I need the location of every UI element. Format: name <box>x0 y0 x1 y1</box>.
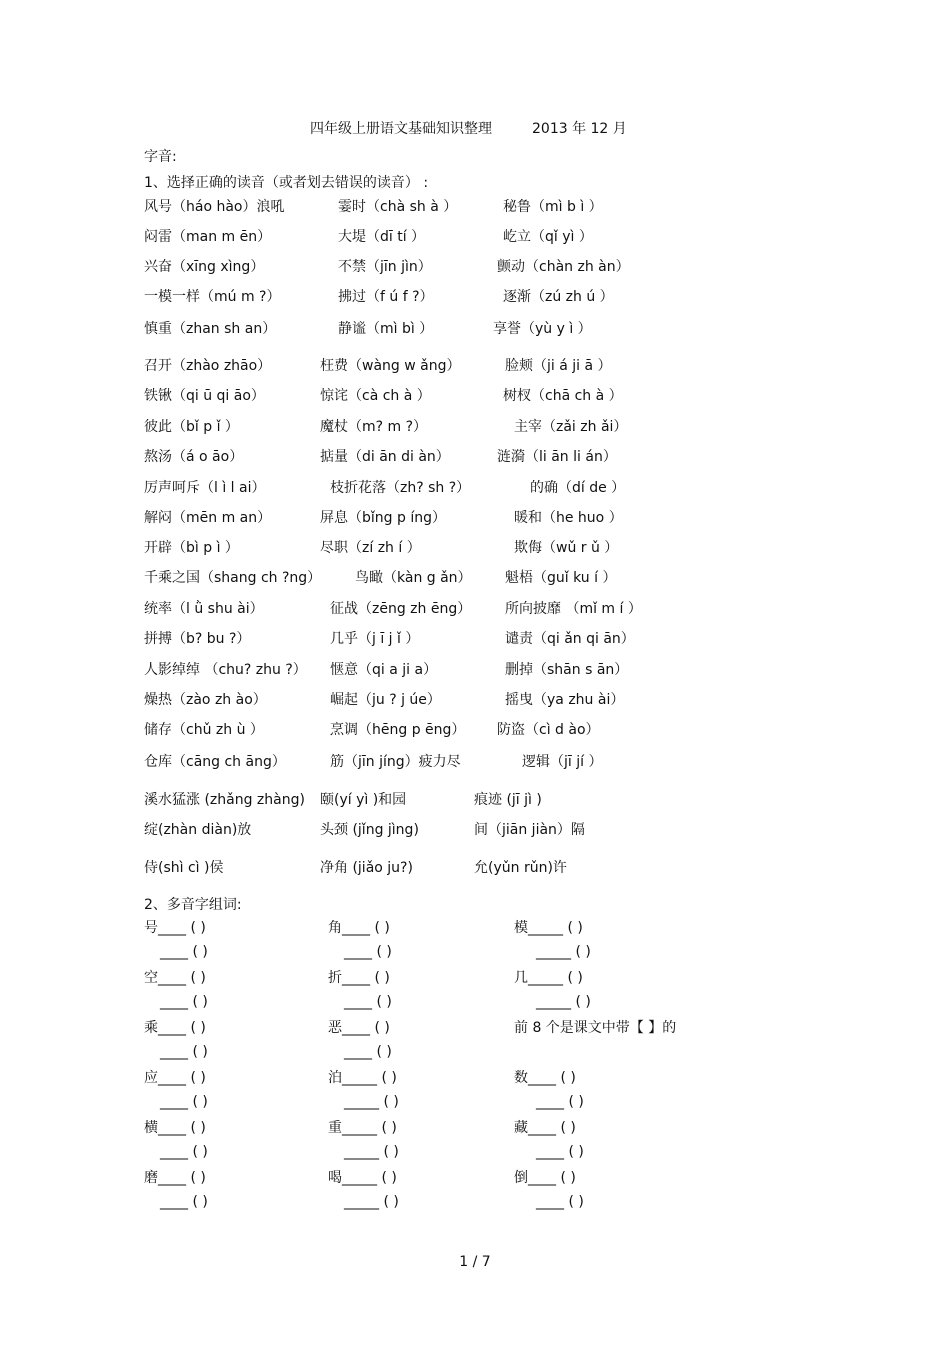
pronunciation-item: 枉费（wàng w ǎng） <box>320 358 461 374</box>
word-group-row <box>0 1067 950 1087</box>
pronunciation-item: 惬意（qi a ji a） <box>330 662 438 678</box>
section-label: 字音: <box>144 149 177 165</box>
word-group-item: 数____ ( ) <box>514 1070 576 1086</box>
pronunciation-row <box>0 355 950 375</box>
pronunciation-row <box>0 286 950 306</box>
word-group-item: 泊_____ ( ) <box>328 1070 397 1086</box>
pronunciation-item: 人影绰绰 （chu? zhu ?） <box>144 662 307 678</box>
word-group-item: 横____ ( ) <box>144 1120 206 1136</box>
pronunciation-item: 逐渐（zú zh ú ） <box>503 289 614 305</box>
word-group-row <box>0 917 950 937</box>
pronunciation-item: 间（jiān jiàn）隔 <box>474 822 585 838</box>
pronunciation-item: 谴责（qi ǎn qi ān） <box>505 631 635 647</box>
pronunciation-item: 享誉（yù y ì ） <box>493 321 592 337</box>
pronunciation-row <box>0 537 950 557</box>
word-group-item: _____ ( ) <box>536 944 591 960</box>
pronunciation-item: 魁梧（guǐ ku í ） <box>505 570 617 586</box>
pronunciation-item: 鸟瞰（kàn g ǎn） <box>355 570 472 586</box>
pronunciation-item: 的确（dí de ） <box>530 480 626 496</box>
pronunciation-row <box>0 226 950 246</box>
pronunciation-row <box>0 857 950 877</box>
page-title <box>310 118 627 138</box>
word-group-item: ____ ( ) <box>344 944 392 960</box>
word-group-item: 几_____ ( ) <box>514 970 583 986</box>
word-group-item: 模_____ ( ) <box>514 920 583 936</box>
pronunciation-item: 绽(zhàn diàn)放 <box>144 822 252 838</box>
pronunciation-item: 解闷（mēn m an） <box>144 510 272 526</box>
pronunciation-item: 霎时（chà sh à ） <box>338 199 458 215</box>
word-group-row <box>0 1017 950 1037</box>
word-group-item: 倒____ ( ) <box>514 1170 576 1186</box>
pronunciation-row <box>0 416 950 436</box>
pronunciation-item: 千乘之国（shang ch ?ng） <box>144 570 322 586</box>
title-date: 2013 年 12 月 <box>532 121 627 137</box>
word-group-item: 喝_____ ( ) <box>328 1170 397 1186</box>
pronunciation-item: 屏息（bǐng p íng） <box>320 510 446 526</box>
word-group-item: ____ ( ) <box>160 1194 208 1210</box>
word-group-item: ____ ( ) <box>536 1094 584 1110</box>
word-group-row <box>0 1117 950 1137</box>
pronunciation-item: 彼此（bǐ p ǐ ） <box>144 419 239 435</box>
word-group-item: _____ ( ) <box>344 1144 399 1160</box>
pronunciation-item: 厉声呵斥（l ì l ai） <box>144 480 266 496</box>
pronunciation-item: 惊诧（cà ch à ） <box>320 388 431 404</box>
pronunciation-row <box>0 689 950 709</box>
word-group-item: 重_____ ( ) <box>328 1120 397 1136</box>
pronunciation-row <box>0 567 950 587</box>
pronunciation-item: 允(yǔn rǔn)许 <box>474 860 567 876</box>
question-2-label: 2、多音字组词: <box>144 897 242 913</box>
pronunciation-item: 屹立（qǐ yì ） <box>503 229 593 245</box>
word-group-item: 空____ ( ) <box>144 970 206 986</box>
pronunciation-item: 头颈 (jǐng jìng) <box>320 822 419 838</box>
pronunciation-row <box>0 751 950 771</box>
word-group-item: ____ ( ) <box>160 1094 208 1110</box>
word-group-item: ____ ( ) <box>344 994 392 1010</box>
pronunciation-item: 开辟（bì p ì ） <box>144 540 239 556</box>
pronunciation-item: 树杈（chā ch à ） <box>503 388 623 404</box>
pronunciation-item: 筋（jīn jíng）疲力尽 <box>330 754 461 770</box>
pronunciation-item: 枝折花落（zh? sh ?） <box>330 480 471 496</box>
word-group-item: _____ ( ) <box>344 1194 399 1210</box>
pronunciation-item: 储存（chǔ zh ù ） <box>144 722 264 738</box>
word-group-item: 乘____ ( ) <box>144 1020 206 1036</box>
pronunciation-item: 掂量（di ān di àn） <box>320 449 450 465</box>
pronunciation-row <box>0 318 950 338</box>
word-group-item: 折____ ( ) <box>328 970 390 986</box>
pronunciation-item: 仓库（cāng ch āng） <box>144 754 286 770</box>
pronunciation-row <box>0 507 950 527</box>
pronunciation-item: 溪水猛涨 (zhǎng zhàng) <box>144 792 305 808</box>
pronunciation-item: 主宰（zǎi zh ǎi） <box>514 419 628 435</box>
pronunciation-item: 脸颊（ji á ji ā ） <box>505 358 612 374</box>
pronunciation-row <box>0 196 950 216</box>
pronunciation-item: 秘鲁（mì b ì ） <box>503 199 603 215</box>
pronunciation-item: 烹调（hēng p ēng） <box>330 722 466 738</box>
pronunciation-item: 涟漪（li ān li án） <box>497 449 617 465</box>
pronunciation-row <box>0 446 950 466</box>
word-group-item: 磨____ ( ) <box>144 1170 206 1186</box>
word-group-row <box>0 967 950 987</box>
word-group-item: ____ ( ) <box>344 1044 392 1060</box>
word-group-item: ____ ( ) <box>160 944 208 960</box>
word-group-item: ____ ( ) <box>536 1194 584 1210</box>
word-group-row <box>0 944 950 964</box>
pronunciation-item: 防盗（cì d ào） <box>497 722 600 738</box>
title-text: 四年级上册语文基础知识整理 <box>310 121 492 137</box>
word-group-item: 号____ ( ) <box>144 920 206 936</box>
pronunciation-item: 逻辑（jī jí ） <box>522 754 603 770</box>
pronunciation-item: 燥热（zào zh ào） <box>144 692 267 708</box>
pronunciation-item: 慎重（zhan sh an） <box>144 321 277 337</box>
pronunciation-row <box>0 789 950 809</box>
pronunciation-row <box>0 628 950 648</box>
pronunciation-item: 欺侮（wǔ r ǔ ） <box>514 540 619 556</box>
word-group-row <box>0 1094 950 1114</box>
pronunciation-item: 统率（l ǜ shu ài） <box>144 601 264 617</box>
pronunciation-item: 侍(shì cì )侯 <box>144 860 224 876</box>
pronunciation-item: 痕迹 (jī jì ) <box>474 792 542 808</box>
word-group-item: ____ ( ) <box>160 1144 208 1160</box>
pronunciation-item: 兴奋（xīng xìng） <box>144 259 265 275</box>
word-group-item: ____ ( ) <box>160 1044 208 1060</box>
pronunciation-item: 拂过（f ú f ?） <box>338 289 434 305</box>
pronunciation-item: 净角 (jiǎo ju?) <box>320 860 413 876</box>
pronunciation-item: 铁锹（qi ū qi āo） <box>144 388 265 404</box>
word-group-row <box>0 1044 950 1064</box>
pronunciation-item: 颤动（chàn zh àn） <box>497 259 630 275</box>
pronunciation-item: 熬汤（á o āo） <box>144 449 244 465</box>
pronunciation-item: 召开（zhào zhāo） <box>144 358 272 374</box>
pronunciation-row <box>0 598 950 618</box>
pronunciation-row <box>0 256 950 276</box>
word-group-item: ____ ( ) <box>536 1144 584 1160</box>
pronunciation-row <box>0 477 950 497</box>
word-group-item: 角____ ( ) <box>328 920 390 936</box>
pronunciation-item: 所向披靡 （mǐ m í ） <box>505 601 642 617</box>
pronunciation-item: 闷雷（man m ēn） <box>144 229 272 245</box>
pronunciation-item: 暖和（he huo ） <box>514 510 623 526</box>
pronunciation-item: 征战（zēng zh ēng） <box>330 601 472 617</box>
word-group-item: 前 8 个是课文中带【 】的 <box>514 1020 677 1036</box>
word-group-item: 恶____ ( ) <box>328 1020 390 1036</box>
word-group-row <box>0 1194 950 1214</box>
pronunciation-item: 魔杖（m? m ?） <box>320 419 428 435</box>
word-group-item: _____ ( ) <box>536 994 591 1010</box>
word-group-row <box>0 994 950 1014</box>
pronunciation-item: 尽职（zí zh í ） <box>320 540 421 556</box>
word-group-row <box>0 1167 950 1187</box>
pronunciation-item: 一模一样（mú m ?） <box>144 289 281 305</box>
pronunciation-row <box>0 659 950 679</box>
pronunciation-item: 大堤（dī tí ） <box>338 229 426 245</box>
pronunciation-row <box>0 719 950 739</box>
word-group-row <box>0 1144 950 1164</box>
page-number: 1 / 7 <box>459 1254 491 1270</box>
pronunciation-item: 摇曳（ya zhu ài） <box>505 692 625 708</box>
pronunciation-item: 静谧（mì bì ） <box>338 321 434 337</box>
pronunciation-item: 几乎（j ī j ǐ ） <box>330 631 420 647</box>
pronunciation-item: 删掉（shān s ān） <box>505 662 629 678</box>
word-group-item: ____ ( ) <box>160 994 208 1010</box>
pronunciation-row <box>0 819 950 839</box>
pronunciation-row <box>0 385 950 405</box>
pronunciation-item: 不禁（jīn jìn） <box>338 259 432 275</box>
word-group-item: 应____ ( ) <box>144 1070 206 1086</box>
pronunciation-item: 拼搏（b? bu ?） <box>144 631 251 647</box>
question-1-label: 1、选择正确的读音（或者划去错误的读音） : <box>144 175 429 191</box>
word-group-item: _____ ( ) <box>344 1094 399 1110</box>
pronunciation-item: 风号（háo hào）浪吼 <box>144 199 285 215</box>
pronunciation-item: 颐(yí yì )和园 <box>320 792 407 808</box>
pronunciation-item: 崛起（ju ? j úe） <box>330 692 441 708</box>
word-group-item: 藏____ ( ) <box>514 1120 576 1136</box>
